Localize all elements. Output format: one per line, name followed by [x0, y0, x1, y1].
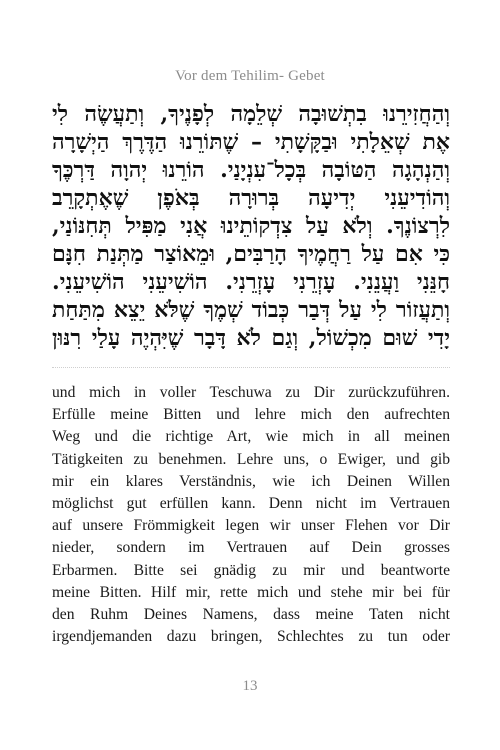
hebrew-line: וְהַחֲזִירֵנוּ בִתְשׁוּבָה שְׁלֵמָה לְפָנֶיךָ, וְתַעֲשֶׂה לִי	[52, 101, 450, 127]
german-line: möglichst gut erfüllen kann. Denn nicht im Vertrauen	[52, 495, 450, 513]
german-line: auf unsere Frömmigkeit legen wir unser Flehen vor Dir	[52, 517, 450, 535]
hebrew-line: כִּי אִם עַל רַחֲמֶיךָ הָרַבִּים, וּמֵאוֹצַר מַתְּנַת חִנָּם	[52, 241, 450, 267]
german-line: Weg und die richtige Art, wie mich in all meinen	[52, 428, 450, 446]
hebrew-line: יָדִי שׁוּם מִכְשׁוֹל, וְגַם לֹא דָּבָר שֶׁיִּהְיֶה עָלַי רִנּוּן	[52, 325, 450, 351]
german-line: irgendjemanden dazu bringen, Schlechtes zu tun oder	[52, 628, 450, 646]
hebrew-line: וְהַנְהָגָה הַטּוֹבָה בְּכָל־עִנְיָנַי. הוֹרֵנוּ יְהוָה דַּרְכֶּךָ	[52, 157, 450, 183]
hebrew-text-block	[52, 100, 450, 352]
german-line: den Ruhm Deines Namens, dass meine Taten nicht	[52, 606, 450, 624]
german-line: mir ein klares Verständnis, wie ich Deinen Willen	[52, 472, 450, 490]
german-line: meine Bitten. Hilf mir, rette mich und stehe mir bei für	[52, 583, 450, 601]
page-number: 13	[242, 678, 258, 694]
german-translation-block	[52, 382, 450, 648]
german-line: Tätigkeiten zu benehmen. Lehre uns, o Ewiger, und gib	[52, 450, 450, 468]
hebrew-line: אֶת שְׁאֵלָתִי וּבַקָּשָׁתִי – שֶׁתּוֹרֵנוּ הַדֶּרֶךְ הַיְשָׁרָה	[52, 129, 450, 155]
german-line: Erbarmen. Bitte sei gnädig zu mir und beantworte	[52, 561, 450, 579]
hebrew-line: וְתַעֲזוֹר לִי עַל דְּבַר כְּבוֹד שְׁמֶךָ שֶׁלֹּא יֵצֵא מִתַּחַת	[52, 297, 450, 323]
german-line: nieder, sondern im Vertrauen auf Dein grosses	[52, 539, 450, 557]
hebrew-line: לִרְצוֹנֶךָ. וְלֹא עַל צִדְקוֹתֵינוּ אֲנִי מַפִּיל תְּחִנּוֹנַי,	[52, 213, 450, 239]
hebrew-line: וְהוֹדִיעֵנִי יְדִיעָה בְּרוּרָה בְּאֹפֶן שֶׁאֶתְקָרֵב	[52, 185, 450, 211]
page-header-title: Vor dem Tehilim- Gebet	[175, 68, 325, 84]
german-line: und mich in voller Teschuwa zu Dir zurückzuführen.	[52, 384, 450, 401]
section-divider	[52, 367, 450, 368]
hebrew-line: חָנֵּנִי וַעֲנֵנִי. עָזְרֵנִי עָזְרֵנִי. הוֹשִׁיעֵנִי הוֹשִׁיעֵנִי.	[52, 269, 450, 295]
german-line: Erfülle meine Bitten und lehre mich den aufrechten	[52, 406, 450, 424]
